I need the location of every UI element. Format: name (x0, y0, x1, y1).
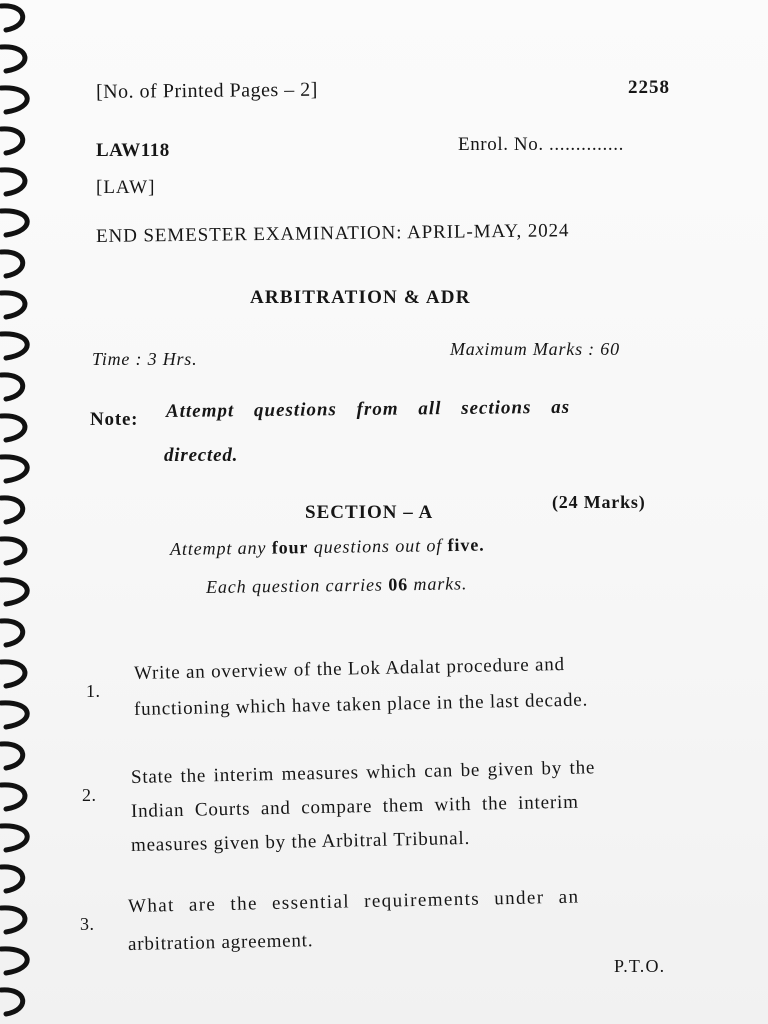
question-number: 3. (80, 914, 95, 934)
instruction-2-part-1: Each question carries (205, 574, 389, 597)
maximum-marks: Maximum Marks : 60 (450, 339, 620, 359)
note-text-line-2: directed. (164, 445, 239, 466)
question-text-line: measures given by the Arbitral Tribunal. (130, 827, 471, 856)
exam-title: END SEMESTER EXAMINATION: APRIL-MAY, 2024 (95, 220, 570, 247)
question-text-line: functioning which have taken place in the last decade. (133, 689, 589, 720)
instruction-1-part-2: questions out of (308, 535, 448, 558)
binding-coil (1, 47, 25, 71)
question-text-line: Indian Courts and compare them with the interim (130, 791, 579, 822)
question-text-line: arbitration agreement. (127, 930, 314, 955)
binding-coil (1, 539, 25, 563)
binding-coil (1, 662, 25, 686)
question-text-line: State the interim measures which can be given by the (130, 757, 596, 788)
instruction-1-total: five. (447, 534, 485, 556)
binding-coil (1, 252, 23, 276)
binding-coil (1, 211, 27, 235)
paper-code: 2258 (628, 77, 670, 98)
binding-coil (1, 826, 27, 850)
subject-tag: [LAW] (96, 177, 156, 198)
note-label: Note: (90, 409, 139, 430)
please-turn-over: P.T.O. (614, 956, 666, 976)
question-number: 1. (86, 681, 101, 701)
binding-coil (1, 6, 23, 30)
question-text-line: Write an overview of the Lok Adalat procedure and (133, 653, 566, 684)
section-instruction-2 (206, 574, 468, 596)
enrolment-number-field: Enrol. No. .............. (458, 134, 624, 155)
binding-coil (1, 170, 25, 194)
section-a-title: SECTION – A (305, 502, 434, 523)
note-text-line-1: Attempt questions from all sections as (165, 396, 571, 422)
binding-coil (1, 990, 23, 1014)
instruction-1-part-1: Attempt any (169, 537, 272, 559)
binding-coil (1, 457, 27, 481)
question-number: 2. (82, 785, 97, 805)
binding-coil (1, 621, 23, 645)
binding-coil (1, 88, 27, 112)
binding-coil (1, 129, 23, 153)
binding-coil (1, 908, 25, 932)
binding-coil (1, 785, 25, 809)
spiral-binding (0, 0, 46, 1024)
binding-coil (1, 744, 23, 768)
instruction-2-part-2: marks. (407, 573, 468, 595)
printed-pages-count: [No. of Printed Pages – 2] (95, 78, 318, 103)
binding-coil (1, 949, 27, 973)
binding-coil (1, 416, 25, 440)
binding-coil (1, 867, 23, 891)
binding-coil (1, 334, 27, 358)
binding-coil (1, 580, 27, 604)
binding-coil (1, 375, 23, 399)
course-code: LAW118 (96, 140, 170, 161)
paper-title: ARBITRATION & ADR (250, 287, 471, 308)
instruction-1-count: four (271, 537, 309, 558)
section-a-marks: (24 Marks) (552, 492, 646, 512)
binding-coil (1, 293, 25, 317)
instruction-2-marks: 06 (388, 574, 409, 595)
question-text-line: What are the essential requirements under an (127, 886, 580, 917)
exam-duration: Time : 3 Hrs. (92, 349, 198, 369)
section-instruction-1 (170, 536, 485, 558)
binding-coil (1, 703, 27, 727)
binding-coil (1, 498, 23, 522)
